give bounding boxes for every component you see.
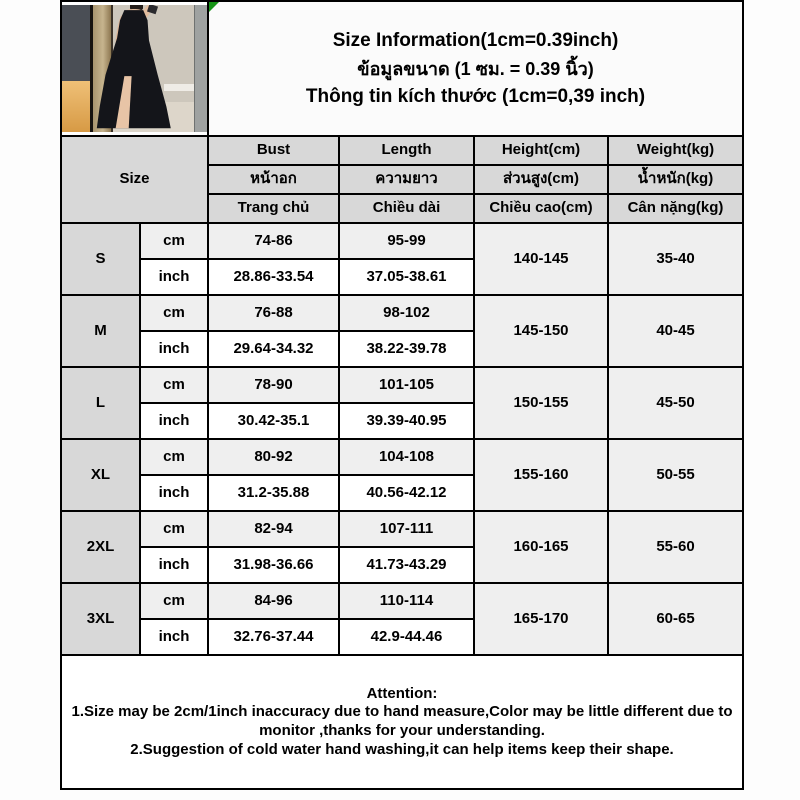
title-vietnamese: Thông tin kích thước (1cm=0,39 inch): [305, 85, 646, 107]
product-photo-cell: [61, 1, 208, 136]
attention-row: [61, 655, 743, 789]
header-row-english: [61, 136, 743, 165]
bust-inch-value: 31.2-35.88: [208, 475, 339, 511]
bust-cm-value: 80-92: [208, 439, 339, 475]
attention-note-1: 1.Size may be 2cm/1inch inaccuracy due to hand measure,Color may be little different due to monitor ,thanks for your understanding.: [71, 703, 733, 739]
height-value: 160-165: [474, 511, 608, 583]
length-cm-value: 104-108: [339, 439, 474, 475]
length-cm-value: 98-102: [339, 295, 474, 331]
weight-value: 60-65: [608, 583, 743, 655]
unit-cm: cm: [140, 439, 208, 475]
unit-cm: cm: [140, 367, 208, 403]
title-box: [208, 1, 743, 136]
attention-note-2: 2.Suggestion of cold water hand washing,it can help items keep their shape.: [130, 740, 674, 758]
length-inch-value: 42.9-44.46: [339, 619, 474, 655]
size-column-header: Size: [61, 136, 208, 223]
bust-header-vi: Trang chủ: [208, 194, 339, 223]
bust-cm-value: 76-88: [208, 295, 339, 331]
length-inch-value: 40.56-42.12: [339, 475, 474, 511]
weight-value: 55-60: [608, 511, 743, 583]
bust-inch-value: 31.98-36.66: [208, 547, 339, 583]
table-row-xl-cm: [61, 439, 743, 475]
bust-cm-value: 74-86: [208, 223, 339, 259]
height-value: 165-170: [474, 583, 608, 655]
length-cm-value: 95-99: [339, 223, 474, 259]
size-label-3xl: 3XL: [61, 583, 140, 655]
bust-inch-value: 32.76-37.44: [208, 619, 339, 655]
length-inch-value: 38.22-39.78: [339, 331, 474, 367]
table-row-2xl-cm: [61, 511, 743, 547]
unit-cm: cm: [140, 223, 208, 259]
weight-header-vi: Cân nặng(kg): [608, 194, 743, 223]
green-corner-marker-icon: [209, 2, 219, 12]
title-thai: ข้อมูลขนาด (1 ซม. = 0.39 นิ้ว): [357, 58, 594, 79]
table-row-3xl-cm: [61, 583, 743, 619]
weight-header-th: น้ำหนัก(kg): [608, 165, 743, 194]
bust-inch-value: 29.64-34.32: [208, 331, 339, 367]
table-row-l-cm: [61, 367, 743, 403]
length-inch-value: 37.05-38.61: [339, 259, 474, 295]
length-cm-value: 101-105: [339, 367, 474, 403]
height-header-en: Height(cm): [474, 136, 608, 165]
unit-inch: inch: [140, 259, 208, 295]
bust-header-en: Bust: [208, 136, 339, 165]
size-label-m: M: [61, 295, 140, 367]
length-inch-value: 39.39-40.95: [339, 403, 474, 439]
product-photo: [62, 5, 207, 132]
length-inch-value: 41.73-43.29: [339, 547, 474, 583]
height-header-th: ส่วนสูง(cm): [474, 165, 608, 194]
weight-header-en: Weight(kg): [608, 136, 743, 165]
table-row-s-cm: [61, 223, 743, 259]
length-cm-value: 110-114: [339, 583, 474, 619]
title-english: Size Information(1cm=0.39inch): [332, 29, 619, 51]
height-value: 150-155: [474, 367, 608, 439]
length-header-th: ความยาว: [339, 165, 474, 194]
unit-cm: cm: [140, 295, 208, 331]
bust-inch-value: 28.86-33.54: [208, 259, 339, 295]
length-cm-value: 107-111: [339, 511, 474, 547]
bust-inch-value: 30.42-35.1: [208, 403, 339, 439]
height-header-vi: Chiều cao(cm): [474, 194, 608, 223]
size-sheet: [60, 0, 744, 790]
attention-heading: Attention:: [366, 684, 438, 702]
size-label-xl: XL: [61, 439, 140, 511]
height-value: 145-150: [474, 295, 608, 367]
unit-cm: cm: [140, 511, 208, 547]
size-label-2xl: 2XL: [61, 511, 140, 583]
weight-value: 50-55: [608, 439, 743, 511]
attention-box: [61, 655, 743, 789]
weight-value: 40-45: [608, 295, 743, 367]
unit-inch: inch: [140, 547, 208, 583]
photo-baseboard: [164, 84, 196, 92]
size-label-l: L: [61, 367, 140, 439]
unit-inch: inch: [140, 475, 208, 511]
top-band-row: [61, 1, 743, 136]
height-value: 140-145: [474, 223, 608, 295]
length-header-vi: Chiều dài: [339, 194, 474, 223]
bust-cm-value: 82-94: [208, 511, 339, 547]
photo-wood-floor: [62, 81, 90, 132]
table-row-m-cm: [61, 295, 743, 331]
unit-inch: inch: [140, 331, 208, 367]
bust-cm-value: 84-96: [208, 583, 339, 619]
unit-inch: inch: [140, 619, 208, 655]
weight-value: 35-40: [608, 223, 743, 295]
weight-value: 45-50: [608, 367, 743, 439]
height-value: 155-160: [474, 439, 608, 511]
photo-mirror-edge: [194, 5, 207, 132]
bust-cm-value: 78-90: [208, 367, 339, 403]
photo-left-wall: [62, 5, 90, 81]
unit-cm: cm: [140, 583, 208, 619]
size-chart-table: [60, 0, 744, 790]
unit-inch: inch: [140, 403, 208, 439]
size-label-s: S: [61, 223, 140, 295]
bust-header-th: หน้าอก: [208, 165, 339, 194]
length-header-en: Length: [339, 136, 474, 165]
